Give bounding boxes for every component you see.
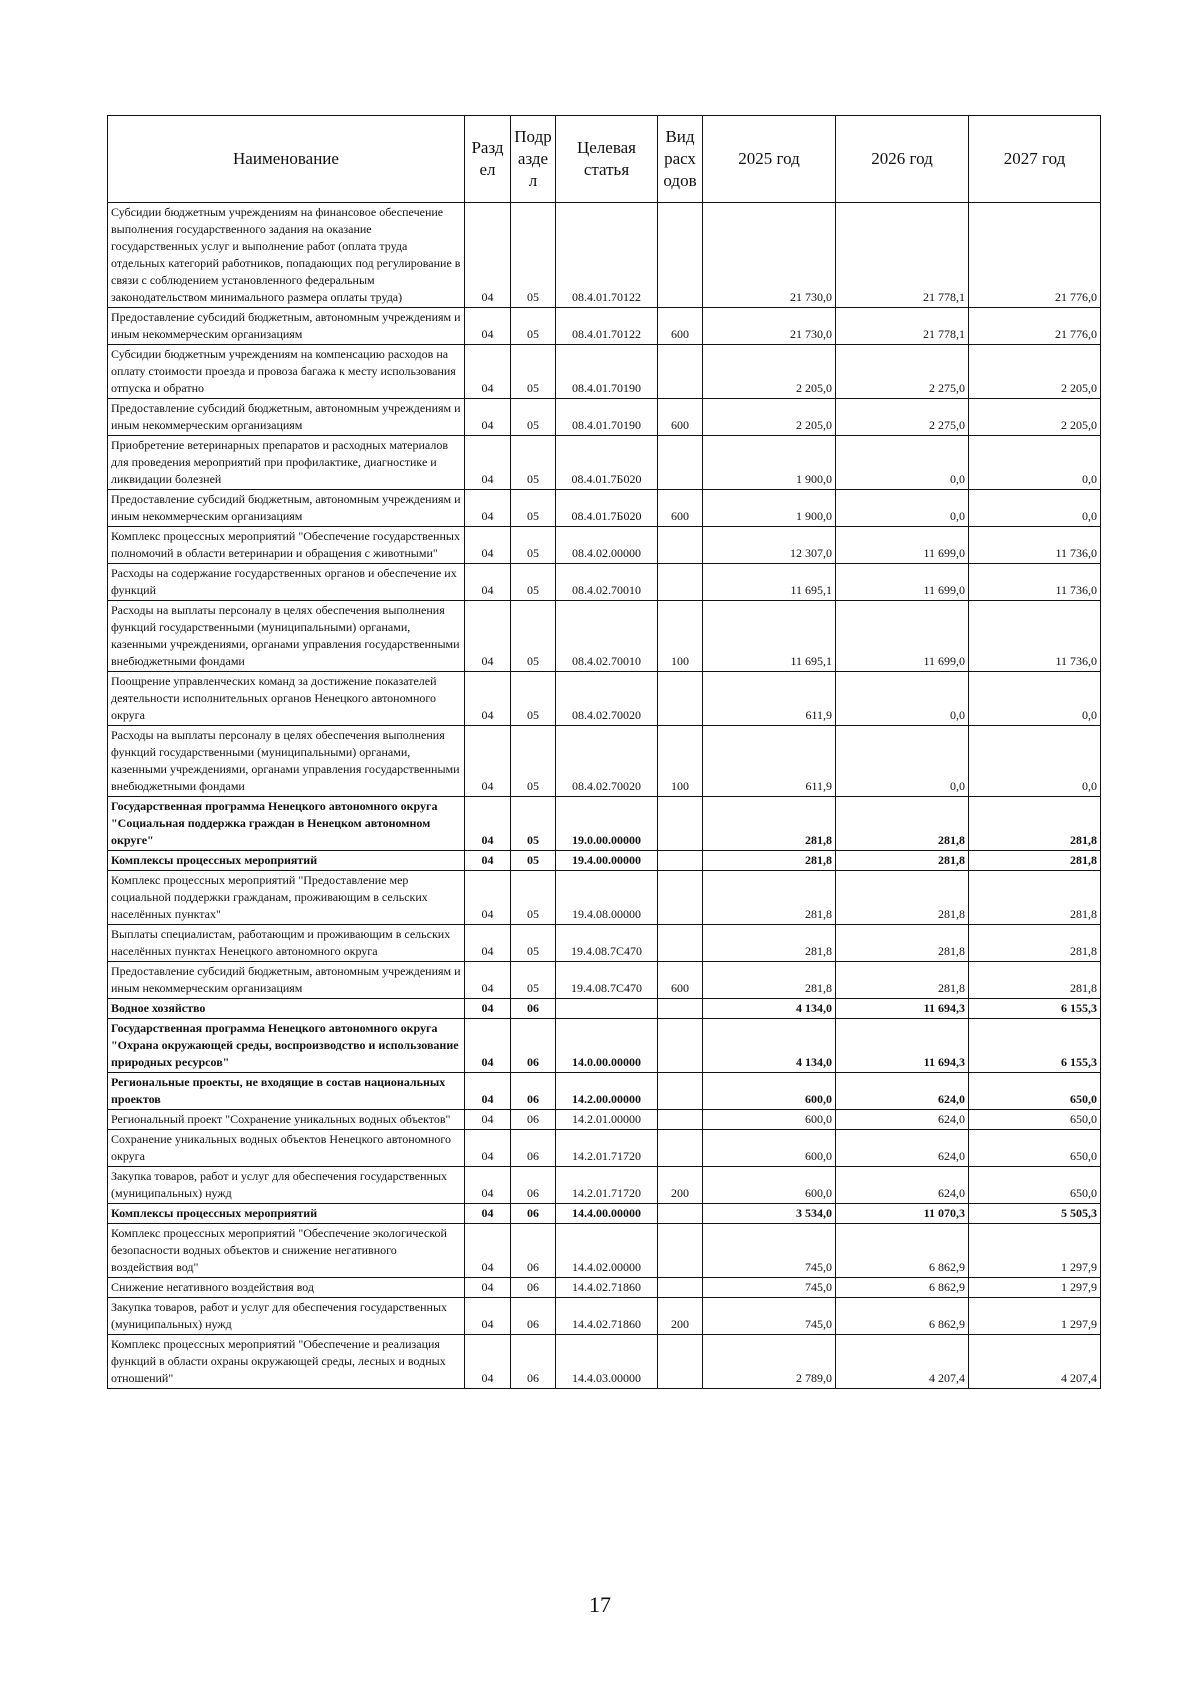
row-target: 08.4.02.70010 (556, 564, 658, 601)
row-subsection: 06 (511, 1278, 556, 1298)
table-row (108, 601, 1101, 672)
row-subsection: 06 (511, 1298, 556, 1335)
row-value-2026: 11 070,3 (836, 1204, 969, 1224)
row-name: Закупка товаров, работ и услуг для обеспечения государственных (муниципальных) нужд (108, 1298, 465, 1335)
row-target: 14.4.02.71860 (556, 1298, 658, 1335)
row-subsection: 06 (511, 1073, 556, 1110)
page-number: 17 (589, 1592, 611, 1617)
row-name: Региональные проекты, не входящие в состав национальных проектов (108, 1073, 465, 1110)
row-subsection: 05 (511, 490, 556, 527)
row-value-2027: 0,0 (969, 436, 1101, 490)
row-value-2025: 745,0 (703, 1278, 836, 1298)
budget-table (107, 115, 1101, 1389)
row-section: 04 (465, 1130, 511, 1167)
row-name: Предоставление субсидий бюджетным, автономным учреждениям и иным некоммерческим организациям (108, 308, 465, 345)
row-name: Приобретение ветеринарных препаратов и расходных материалов для проведения мероприятий при профилактике, диагностике и ликвидации болезней (108, 436, 465, 490)
row-subsection: 06 (511, 1130, 556, 1167)
row-name: Государственная программа Ненецкого автономного округа "Охрана окружающей среды, воспроизводство и использование природных ресурсов" (108, 1019, 465, 1073)
row-value-2027: 281,8 (969, 851, 1101, 871)
row-value-2027: 650,0 (969, 1073, 1101, 1110)
table-row (108, 1167, 1101, 1204)
row-subsection: 05 (511, 871, 556, 925)
row-value-2025: 2 789,0 (703, 1335, 836, 1389)
row-value-2026: 624,0 (836, 1167, 969, 1204)
row-section: 04 (465, 436, 511, 490)
row-section: 04 (465, 1019, 511, 1073)
table-row (108, 399, 1101, 436)
row-value-2026: 11 694,3 (836, 999, 969, 1019)
row-subsection: 05 (511, 925, 556, 962)
row-subsection: 05 (511, 399, 556, 436)
row-expense-type (658, 1019, 703, 1073)
row-value-2026: 2 275,0 (836, 399, 969, 436)
row-section: 04 (465, 308, 511, 345)
row-target: 19.4.08.7С470 (556, 962, 658, 999)
table-row (108, 436, 1101, 490)
row-value-2027: 281,8 (969, 871, 1101, 925)
row-target: 19.4.08.00000 (556, 871, 658, 925)
row-value-2026: 0,0 (836, 672, 969, 726)
row-subsection: 05 (511, 564, 556, 601)
row-value-2025: 611,9 (703, 672, 836, 726)
row-value-2026: 0,0 (836, 436, 969, 490)
row-value-2027: 11 736,0 (969, 601, 1101, 672)
row-value-2027: 2 205,0 (969, 345, 1101, 399)
row-value-2026: 6 862,9 (836, 1298, 969, 1335)
table-row (108, 490, 1101, 527)
row-name: Государственная программа Ненецкого автономного округа "Социальная поддержка граждан в Ненецком автономном округе" (108, 797, 465, 851)
row-target: 08.4.01.70122 (556, 308, 658, 345)
row-expense-type (658, 871, 703, 925)
header-expense-type: Вид расх одов (658, 116, 703, 203)
table-row (108, 1298, 1101, 1335)
table-row (108, 1073, 1101, 1110)
table-row (108, 308, 1101, 345)
row-expense-type (658, 564, 703, 601)
row-name: Водное хозяйство (108, 999, 465, 1019)
row-subsection: 06 (511, 1110, 556, 1130)
row-value-2025: 3 534,0 (703, 1204, 836, 1224)
row-target: 08.4.02.70020 (556, 726, 658, 797)
table-row (108, 1110, 1101, 1130)
row-target: 19.4.08.7С470 (556, 925, 658, 962)
row-target: 08.4.01.70190 (556, 399, 658, 436)
header-2025: 2025 год (703, 116, 836, 203)
row-expense-type (658, 1278, 703, 1298)
row-expense-type: 600 (658, 962, 703, 999)
row-name: Комплексы процессных мероприятий (108, 1204, 465, 1224)
table-row (108, 345, 1101, 399)
row-expense-type: 100 (658, 601, 703, 672)
row-name: Региональный проект "Сохранение уникальных водных объектов" (108, 1110, 465, 1130)
row-subsection: 05 (511, 308, 556, 345)
row-value-2027: 1 297,9 (969, 1224, 1101, 1278)
row-value-2027: 1 297,9 (969, 1278, 1101, 1298)
row-expense-type (658, 851, 703, 871)
row-section: 04 (465, 1110, 511, 1130)
row-target: 14.4.02.00000 (556, 1224, 658, 1278)
row-name: Субсидии бюджетным учреждениям на компенсацию расходов на оплату стоимости проезда и провоза багажа к месту использования отпуска и обратно (108, 345, 465, 399)
table-row (108, 672, 1101, 726)
row-value-2026: 21 778,1 (836, 203, 969, 308)
table-body (108, 203, 1101, 1389)
row-value-2027: 2 205,0 (969, 399, 1101, 436)
row-value-2027: 0,0 (969, 490, 1101, 527)
row-name: Выплаты специалистам, работающим и проживающим в сельских населённых пунктах Ненецкого автономного округа (108, 925, 465, 962)
header-2027: 2027 год (969, 116, 1101, 203)
row-value-2025: 611,9 (703, 726, 836, 797)
row-subsection: 05 (511, 962, 556, 999)
table-row (108, 1130, 1101, 1167)
table-row (108, 871, 1101, 925)
row-subsection: 05 (511, 797, 556, 851)
header-section: Разд ел (465, 116, 511, 203)
row-section: 04 (465, 1204, 511, 1224)
row-subsection: 06 (511, 1019, 556, 1073)
row-section: 04 (465, 1278, 511, 1298)
row-name: Поощрение управленческих команд за достижение показателей деятельности исполнительных органов Ненецкого автономного округа (108, 672, 465, 726)
row-value-2027: 650,0 (969, 1167, 1101, 1204)
row-section: 04 (465, 925, 511, 962)
row-value-2027: 4 207,4 (969, 1335, 1101, 1389)
row-subsection: 06 (511, 1335, 556, 1389)
row-value-2027: 281,8 (969, 797, 1101, 851)
row-value-2025: 11 695,1 (703, 564, 836, 601)
row-value-2025: 281,8 (703, 797, 836, 851)
table-row (108, 203, 1101, 308)
row-value-2025: 745,0 (703, 1224, 836, 1278)
row-value-2027: 281,8 (969, 962, 1101, 999)
table-row (108, 851, 1101, 871)
row-value-2027: 0,0 (969, 726, 1101, 797)
row-section: 04 (465, 851, 511, 871)
row-value-2026: 281,8 (836, 962, 969, 999)
row-value-2027: 11 736,0 (969, 564, 1101, 601)
row-expense-type (658, 797, 703, 851)
row-name: Расходы на выплаты персоналу в целях обеспечения выполнения функций государственными (муниципальными) органами, казенными учреждениями, органами управления государственными внебюджетными фондами (108, 726, 465, 797)
row-target: 14.4.03.00000 (556, 1335, 658, 1389)
row-value-2025: 4 134,0 (703, 1019, 836, 1073)
row-value-2026: 11 699,0 (836, 527, 969, 564)
row-name: Комплекс процессных мероприятий "Обеспечение государственных полномочий в области ветеринарии и обращения с животными" (108, 527, 465, 564)
table-row (108, 797, 1101, 851)
row-target: 14.4.02.71860 (556, 1278, 658, 1298)
table-row (108, 1224, 1101, 1278)
row-value-2027: 0,0 (969, 672, 1101, 726)
row-expense-type (658, 1073, 703, 1110)
row-expense-type: 200 (658, 1298, 703, 1335)
header-target: Целевая статья (556, 116, 658, 203)
row-value-2025: 21 730,0 (703, 203, 836, 308)
row-value-2025: 281,8 (703, 851, 836, 871)
row-name: Закупка товаров, работ и услуг для обеспечения государственных (муниципальных) нужд (108, 1167, 465, 1204)
row-subsection: 06 (511, 1167, 556, 1204)
row-section: 04 (465, 490, 511, 527)
row-value-2027: 1 297,9 (969, 1298, 1101, 1335)
table-row (108, 726, 1101, 797)
row-section: 04 (465, 1167, 511, 1204)
row-expense-type: 600 (658, 490, 703, 527)
row-target: 19.0.00.00000 (556, 797, 658, 851)
row-target: 14.2.00.00000 (556, 1073, 658, 1110)
row-name: Расходы на содержание государственных органов и обеспечение их функций (108, 564, 465, 601)
row-value-2027: 5 505,3 (969, 1204, 1101, 1224)
row-value-2027: 6 155,3 (969, 999, 1101, 1019)
row-value-2025: 21 730,0 (703, 308, 836, 345)
row-name: Комплекс процессных мероприятий "Предоставление мер социальной поддержки гражданам, проживающим в сельских населённых пунктах" (108, 871, 465, 925)
table-row (108, 1019, 1101, 1073)
row-value-2025: 1 900,0 (703, 490, 836, 527)
row-value-2026: 21 778,1 (836, 308, 969, 345)
row-target: 14.2.01.00000 (556, 1110, 658, 1130)
row-value-2026: 281,8 (836, 871, 969, 925)
row-section: 04 (465, 726, 511, 797)
row-expense-type (658, 1204, 703, 1224)
row-value-2026: 6 862,9 (836, 1278, 969, 1298)
row-value-2025: 2 205,0 (703, 399, 836, 436)
row-value-2027: 650,0 (969, 1130, 1101, 1167)
row-expense-type: 100 (658, 726, 703, 797)
row-section: 04 (465, 1298, 511, 1335)
row-name: Субсидии бюджетным учреждениям на финансовое обеспечение выполнения государственного задания на оказание государственных услуг и выполнение работ (оплата труда отдельных категорий работников, попадающих под регулирование в связи с соблюдением установленного федеральным законодательством минимального размера оплаты труда) (108, 203, 465, 308)
row-subsection: 06 (511, 1224, 556, 1278)
row-value-2025: 281,8 (703, 962, 836, 999)
row-expense-type (658, 1110, 703, 1130)
row-value-2027: 21 776,0 (969, 308, 1101, 345)
row-value-2025: 2 205,0 (703, 345, 836, 399)
row-value-2025: 281,8 (703, 871, 836, 925)
row-section: 04 (465, 399, 511, 436)
row-name: Комплекс процессных мероприятий "Обеспечение экологической безопасности водных объектов и снижение негативного воздействия вод" (108, 1224, 465, 1278)
row-target: 19.4.00.00000 (556, 851, 658, 871)
row-name: Расходы на выплаты персоналу в целях обеспечения выполнения функций государственными (муниципальными) органами, казенными учреждениями, органами управления государственными внебюджетными фондами (108, 601, 465, 672)
row-expense-type (658, 1130, 703, 1167)
row-value-2025: 281,8 (703, 925, 836, 962)
budget-sheet (107, 115, 1100, 1389)
row-value-2027: 11 736,0 (969, 527, 1101, 564)
table-row (108, 925, 1101, 962)
header-name: Наименование (108, 116, 465, 203)
row-section: 04 (465, 871, 511, 925)
row-target: 14.2.01.71720 (556, 1130, 658, 1167)
row-value-2026: 624,0 (836, 1130, 969, 1167)
row-expense-type (658, 672, 703, 726)
row-value-2026: 2 275,0 (836, 345, 969, 399)
row-expense-type (658, 1335, 703, 1389)
row-name: Комплекс процессных мероприятий "Обеспечение и реализация функций в области охраны окружающей среды, лесных и водных отношений" (108, 1335, 465, 1389)
row-value-2025: 1 900,0 (703, 436, 836, 490)
row-value-2025: 745,0 (703, 1298, 836, 1335)
row-name: Предоставление субсидий бюджетным, автономным учреждениям и иным некоммерческим организациям (108, 490, 465, 527)
row-section: 04 (465, 1224, 511, 1278)
row-target: 14.0.00.00000 (556, 1019, 658, 1073)
row-value-2027: 281,8 (969, 925, 1101, 962)
row-expense-type: 600 (658, 399, 703, 436)
row-target: 14.2.01.71720 (556, 1167, 658, 1204)
table-row (108, 1278, 1101, 1298)
row-value-2025: 12 307,0 (703, 527, 836, 564)
row-name: Сохранение уникальных водных объектов Ненецкого автономного округа (108, 1130, 465, 1167)
row-name: Снижение негативного воздействия вод (108, 1278, 465, 1298)
table-row (108, 999, 1101, 1019)
row-value-2025: 600,0 (703, 1167, 836, 1204)
row-target: 08.4.02.70020 (556, 672, 658, 726)
row-target: 08.4.02.00000 (556, 527, 658, 564)
row-value-2026: 0,0 (836, 490, 969, 527)
row-subsection: 05 (511, 601, 556, 672)
row-subsection: 05 (511, 527, 556, 564)
row-subsection: 06 (511, 999, 556, 1019)
row-value-2025: 600,0 (703, 1110, 836, 1130)
row-target: 08.4.01.7Б020 (556, 436, 658, 490)
row-section: 04 (465, 999, 511, 1019)
row-subsection: 05 (511, 672, 556, 726)
row-value-2025: 600,0 (703, 1130, 836, 1167)
row-section: 04 (465, 797, 511, 851)
row-value-2026: 0,0 (836, 726, 969, 797)
row-target: 08.4.01.70190 (556, 345, 658, 399)
table-row (108, 1204, 1101, 1224)
row-section: 04 (465, 203, 511, 308)
row-subsection: 05 (511, 345, 556, 399)
table-row (108, 564, 1101, 601)
row-expense-type: 200 (658, 1167, 703, 1204)
row-value-2027: 650,0 (969, 1110, 1101, 1130)
row-expense-type (658, 527, 703, 564)
row-name: Предоставление субсидий бюджетным, автономным учреждениям и иным некоммерческим организациям (108, 399, 465, 436)
table-row (108, 1335, 1101, 1389)
row-name: Предоставление субсидий бюджетным, автономным учреждениям и иным некоммерческим организациям (108, 962, 465, 999)
row-expense-type: 600 (658, 308, 703, 345)
row-target: 08.4.01.7Б020 (556, 490, 658, 527)
row-subsection: 05 (511, 203, 556, 308)
row-value-2026: 281,8 (836, 925, 969, 962)
row-expense-type (658, 203, 703, 308)
row-section: 04 (465, 1335, 511, 1389)
row-value-2027: 21 776,0 (969, 203, 1101, 308)
row-target (556, 999, 658, 1019)
row-expense-type (658, 1224, 703, 1278)
row-section: 04 (465, 601, 511, 672)
row-target: 08.4.02.70010 (556, 601, 658, 672)
row-expense-type (658, 345, 703, 399)
row-value-2026: 11 699,0 (836, 601, 969, 672)
row-section: 04 (465, 962, 511, 999)
row-section: 04 (465, 345, 511, 399)
row-value-2025: 600,0 (703, 1073, 836, 1110)
row-subsection: 05 (511, 851, 556, 871)
row-value-2025: 11 695,1 (703, 601, 836, 672)
row-value-2026: 6 862,9 (836, 1224, 969, 1278)
row-value-2026: 281,8 (836, 797, 969, 851)
row-subsection: 06 (511, 1204, 556, 1224)
row-value-2026: 281,8 (836, 851, 969, 871)
row-value-2026: 624,0 (836, 1110, 969, 1130)
row-value-2026: 624,0 (836, 1073, 969, 1110)
row-expense-type (658, 999, 703, 1019)
row-value-2026: 4 207,4 (836, 1335, 969, 1389)
row-target: 08.4.01.70122 (556, 203, 658, 308)
row-value-2027: 6 155,3 (969, 1019, 1101, 1073)
row-value-2025: 4 134,0 (703, 999, 836, 1019)
row-subsection: 05 (511, 726, 556, 797)
row-expense-type (658, 436, 703, 490)
row-expense-type (658, 925, 703, 962)
row-section: 04 (465, 527, 511, 564)
row-name: Комплексы процессных мероприятий (108, 851, 465, 871)
table-row (108, 962, 1101, 999)
header-2026: 2026 год (836, 116, 969, 203)
row-section: 04 (465, 672, 511, 726)
row-target: 14.4.00.00000 (556, 1204, 658, 1224)
table-header-row (108, 116, 1101, 203)
row-subsection: 05 (511, 436, 556, 490)
row-value-2026: 11 699,0 (836, 564, 969, 601)
header-subsection: Подр азде л (511, 116, 556, 203)
row-section: 04 (465, 564, 511, 601)
row-value-2026: 11 694,3 (836, 1019, 969, 1073)
row-section: 04 (465, 1073, 511, 1110)
table-row (108, 527, 1101, 564)
